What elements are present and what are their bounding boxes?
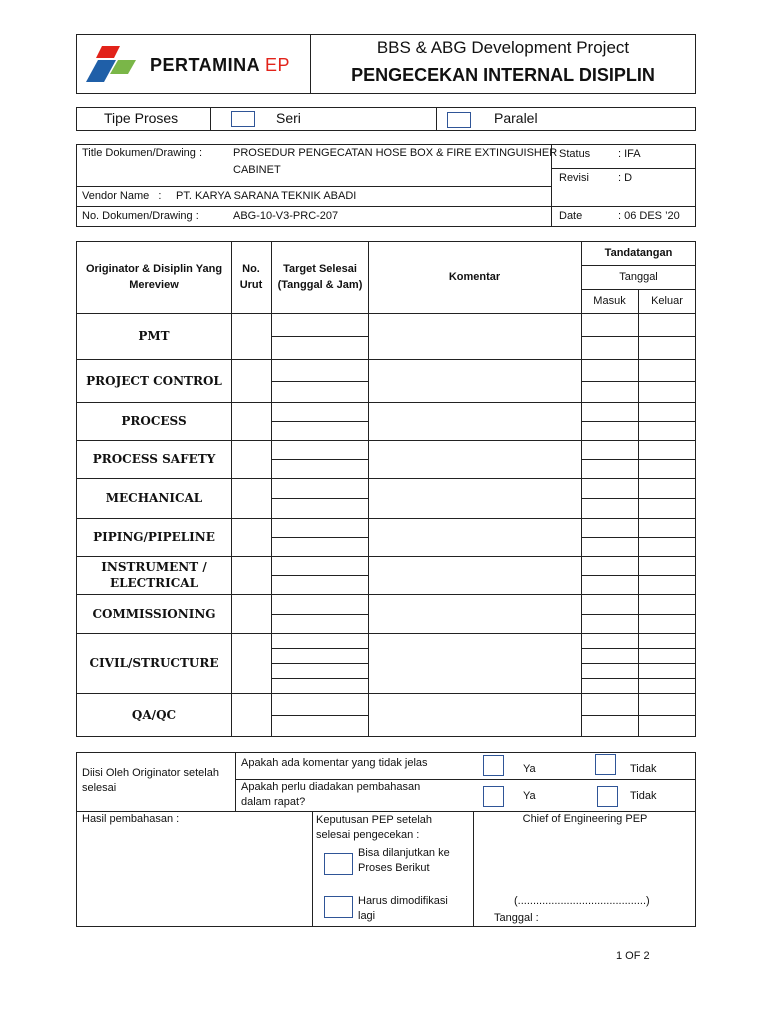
title-label: Title Dokumen/Drawing : [82, 147, 203, 159]
question1-no-label: Tidak [630, 763, 657, 775]
question2-yes-label: Ya [523, 790, 536, 802]
parallel-checkbox[interactable] [447, 112, 471, 128]
vendor-value: PT. KARYA SARANA TEKNIK ABADI [176, 190, 357, 202]
discipline-label: CIVIL/STRUCTURE [89, 656, 219, 670]
col-keluar-header: Keluar [651, 295, 683, 307]
title-value-line2: CABINET [233, 164, 281, 176]
modify-checkbox[interactable] [324, 896, 353, 918]
page-number: 1 OF 2 [616, 950, 650, 962]
serial-label: Seri [276, 110, 301, 126]
discipline-label: PROCESS SAFETY [92, 452, 216, 466]
serial-checkbox[interactable] [231, 111, 255, 127]
question2-label: Apakah perlu diadakan pembahasan dalam rapat? [241, 781, 421, 808]
question2-yes-checkbox[interactable] [483, 786, 504, 807]
date-label: Date [559, 210, 583, 222]
discipline-label: QA/QC [131, 708, 177, 722]
modify-label: Harus dimodifikasi lagi [358, 895, 448, 922]
keputusan-label: Keputusan PEP setelah selesai pengecekan : [316, 814, 432, 841]
revisi-label: Revisi [559, 172, 589, 184]
process-type-label: Tipe Proses [104, 110, 179, 126]
date-value: : 06 DES ’20 [618, 210, 680, 222]
discipline-label: INSTRUMENT / ELECTRICAL [101, 560, 207, 590]
tanggal-label: Tanggal : [494, 912, 539, 924]
filled-by-label: Diisi Oleh Originator setelah selesai [82, 767, 219, 794]
discipline-label: PIPING/PIPELINE [93, 530, 215, 544]
discipline-label: MECHANICAL [105, 491, 203, 505]
question1-no-checkbox[interactable] [595, 754, 616, 775]
chief-label: Chief of Engineering PEP [522, 813, 648, 825]
docno-value: ABG-10-V3-PRC-207 [233, 210, 339, 222]
form-title: PENGECEKAN INTERNAL DISIPLIN [351, 65, 655, 85]
continue-checkbox[interactable] [324, 853, 353, 875]
parallel-label: Paralel [494, 110, 538, 126]
col-tandatangan-header: Tandatangan [604, 247, 673, 259]
question1-yes-label: Ya [523, 763, 536, 775]
signature-placeholder: (..........................................) [514, 895, 650, 907]
question1-label: Apakah ada komentar yang tidak jelas [241, 757, 428, 769]
continue-label: Bisa dilanjutkan ke Proses Berikut [358, 847, 450, 874]
question2-no-checkbox[interactable] [597, 786, 618, 807]
col-masuk-header: Masuk [593, 295, 626, 307]
status-label: Status [559, 148, 591, 160]
discipline-label: PROJECT CONTROL [86, 373, 222, 388]
docno-label: No. Dokumen/Drawing : [82, 210, 199, 222]
pertamina-logo [84, 44, 144, 84]
status-value: : IFA [618, 148, 641, 160]
col-komentar-header: Komentar [448, 271, 501, 283]
discipline-label: PMT [138, 329, 170, 343]
discipline-label: COMMISSIONING [92, 606, 216, 621]
vendor-label: Vendor Name : [82, 190, 162, 202]
col-no-header: No. Urut [239, 263, 263, 291]
brand-name: PERTAMINA EP [150, 55, 291, 75]
question1-yes-checkbox[interactable] [483, 755, 504, 776]
col-originator-header: Originator & Disiplin Yang Mereview [85, 263, 223, 291]
title-value-line1: PROSEDUR PENGECATAN HOSE BOX & FIRE EXTINGUISHER [233, 147, 558, 159]
col-target-header: Target Selesai (Tanggal & Jam) [277, 263, 363, 291]
project-title: BBS & ABG Development Project [376, 38, 630, 57]
col-tanggal-header: Tanggal [619, 271, 658, 283]
revisi-value: : D [618, 172, 633, 184]
hasil-label: Hasil pembahasan : [82, 813, 180, 825]
question2-no-label: Tidak [630, 790, 657, 802]
discipline-label: PROCESS [121, 414, 187, 428]
